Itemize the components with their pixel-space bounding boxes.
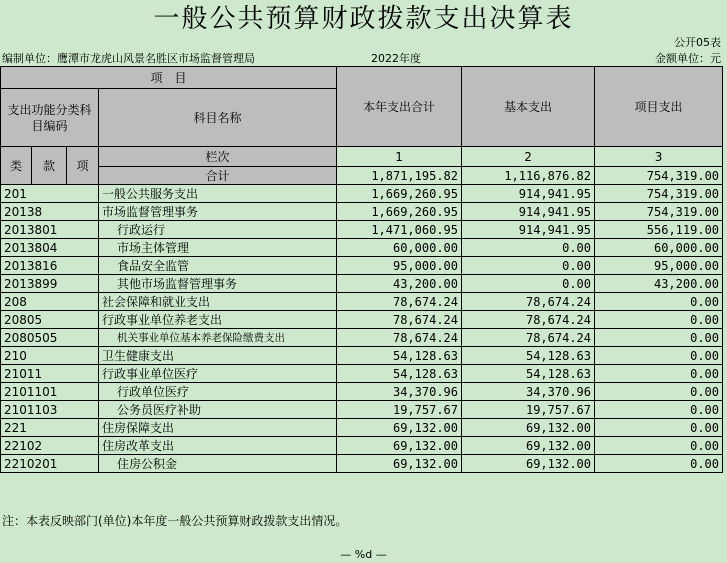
- subject-code: 208: [1, 293, 99, 311]
- form-code: 公开05表: [674, 36, 721, 49]
- row-project: 0.00: [595, 311, 723, 329]
- table-row: [1, 311, 723, 329]
- project-header: 项 目: [1, 67, 337, 89]
- subject-name: 行政单位医疗: [99, 383, 337, 401]
- table-row: [1, 383, 723, 401]
- row-project: 95,000.00: [595, 257, 723, 275]
- subject-code: 2101103: [1, 401, 99, 419]
- total-header: 本年支出合计: [337, 67, 462, 147]
- row-total: 1,471,060.95: [337, 221, 462, 239]
- subject-code: 21011: [1, 365, 99, 383]
- col1-header: 1: [337, 147, 462, 167]
- project-exp-header: 项目支出: [595, 67, 723, 147]
- subject-code: 20805: [1, 311, 99, 329]
- kuan-header: 款: [32, 147, 67, 185]
- func-code-header: 支出功能分类科目编码: [1, 89, 99, 147]
- xiang-header: 项: [67, 147, 99, 185]
- row-project: 43,200.00: [595, 275, 723, 293]
- row-project: 0.00: [595, 347, 723, 365]
- subject-name: 食品安全监管: [99, 257, 337, 275]
- subject-code: 22102: [1, 437, 99, 455]
- col-seq-header: 栏次: [99, 147, 337, 167]
- row-basic: 914,941.95: [462, 203, 595, 221]
- row-basic: 78,674.24: [462, 293, 595, 311]
- basic-header: 基本支出: [462, 67, 595, 147]
- sum-label: 合计: [99, 167, 337, 185]
- page-title: 一般公共预算财政拨款支出决算表: [153, 4, 574, 34]
- row-total: 34,370.96: [337, 383, 462, 401]
- subject-code: 210: [1, 347, 99, 365]
- sum-total: 1,871,195.82: [337, 167, 462, 185]
- row-project: 0.00: [595, 293, 723, 311]
- sum-project: 754,319.00: [595, 167, 723, 185]
- row-basic: 914,941.95: [462, 185, 595, 203]
- row-basic: 19,757.67: [462, 401, 595, 419]
- row-project: 0.00: [595, 455, 723, 473]
- col3-header: 3: [595, 147, 723, 167]
- row-basic: 914,941.95: [462, 221, 595, 239]
- row-project: 0.00: [595, 365, 723, 383]
- row-total: 78,674.24: [337, 311, 462, 329]
- subject-name: 机关事业单位基本养老保险缴费支出: [99, 329, 337, 347]
- subject-code: 20138: [1, 203, 99, 221]
- subject-name: 卫生健康支出: [99, 347, 337, 365]
- row-basic: 69,132.00: [462, 437, 595, 455]
- row-project: 556,119.00: [595, 221, 723, 239]
- row-total: 69,132.00: [337, 437, 462, 455]
- subject-name: 住房改革支出: [99, 437, 337, 455]
- row-total: 54,128.63: [337, 365, 462, 383]
- row-total: 60,000.00: [337, 239, 462, 257]
- unit-label: 编制单位：鹰潭市龙虎山风景名胜区市场监督管理局: [2, 52, 255, 65]
- subject-name: 市场监督管理事务: [99, 203, 337, 221]
- row-project: 0.00: [595, 419, 723, 437]
- subject-name: 其他市场监督管理事务: [99, 275, 337, 293]
- row-total: 69,132.00: [337, 455, 462, 473]
- table-row: [1, 275, 723, 293]
- row-basic: 78,674.24: [462, 311, 595, 329]
- table-row: [1, 365, 723, 383]
- table-row: [1, 437, 723, 455]
- subject-code: 221: [1, 419, 99, 437]
- lei-header: 类: [1, 147, 32, 185]
- subject-name: 公务员医疗补助: [99, 401, 337, 419]
- footer-note: 注：本表反映部门(单位)本年度一般公共预算财政拨款支出情况。: [2, 514, 348, 528]
- subject-code: 2013899: [1, 275, 99, 293]
- row-basic: 69,132.00: [462, 455, 595, 473]
- subject-name: 社会保障和就业支出: [99, 293, 337, 311]
- subject-name: 行政运行: [99, 221, 337, 239]
- subject-code: 2013816: [1, 257, 99, 275]
- subject-name: 住房保障支出: [99, 419, 337, 437]
- table-row: [1, 329, 723, 347]
- row-project: 0.00: [595, 437, 723, 455]
- table-row: [1, 419, 723, 437]
- table-row: [1, 185, 723, 203]
- subject-code: 201: [1, 185, 99, 203]
- subject-code: 2080505: [1, 329, 99, 347]
- table-row: [1, 221, 723, 239]
- row-total: 95,000.00: [337, 257, 462, 275]
- row-project: 0.00: [595, 401, 723, 419]
- row-project: 0.00: [595, 329, 723, 347]
- table-row: [1, 455, 723, 473]
- table-row: [1, 239, 723, 257]
- row-basic: 54,128.63: [462, 347, 595, 365]
- subject-name: 一般公共服务支出: [99, 185, 337, 203]
- row-basic: 78,674.24: [462, 329, 595, 347]
- row-basic: 69,132.00: [462, 419, 595, 437]
- row-project: 754,319.00: [595, 203, 723, 221]
- subject-code: 2013801: [1, 221, 99, 239]
- row-total: 78,674.24: [337, 329, 462, 347]
- year-label: 2022年度: [371, 52, 421, 65]
- row-basic: 54,128.63: [462, 365, 595, 383]
- subject-name: 住房公积金: [99, 455, 337, 473]
- sum-basic: 1,116,876.82: [462, 167, 595, 185]
- row-total: 78,674.24: [337, 293, 462, 311]
- row-basic: 34,370.96: [462, 383, 595, 401]
- row-total: 69,132.00: [337, 419, 462, 437]
- row-basic: 0.00: [462, 257, 595, 275]
- row-basic: 0.00: [462, 275, 595, 293]
- expenditure-table: [0, 66, 723, 473]
- subject-name-header: 科目名称: [99, 89, 337, 147]
- table-row: [1, 203, 723, 221]
- row-total: 43,200.00: [337, 275, 462, 293]
- table-row: [1, 347, 723, 365]
- row-basic: 0.00: [462, 239, 595, 257]
- subject-code: 2210201: [1, 455, 99, 473]
- table-row: [1, 257, 723, 275]
- subject-code: 2013804: [1, 239, 99, 257]
- row-project: 754,319.00: [595, 185, 723, 203]
- amount-unit: 金额单位：元: [655, 52, 721, 65]
- row-total: 54,128.63: [337, 347, 462, 365]
- table-row: [1, 293, 723, 311]
- row-total: 1,669,260.95: [337, 185, 462, 203]
- col2-header: 2: [462, 147, 595, 167]
- row-total: 19,757.67: [337, 401, 462, 419]
- page-number: — %d —: [340, 548, 387, 561]
- row-total: 1,669,260.95: [337, 203, 462, 221]
- subject-name: 市场主体管理: [99, 239, 337, 257]
- subject-code: 2101101: [1, 383, 99, 401]
- row-project: 0.00: [595, 383, 723, 401]
- table-row: [1, 401, 723, 419]
- subject-name: 行政事业单位养老支出: [99, 311, 337, 329]
- row-project: 60,000.00: [595, 239, 723, 257]
- subject-name: 行政事业单位医疗: [99, 365, 337, 383]
